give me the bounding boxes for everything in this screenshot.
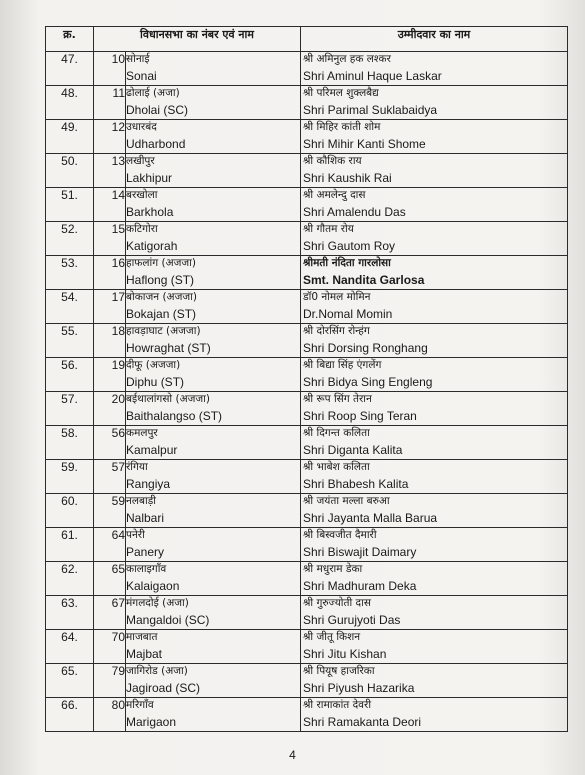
constituency-hindi: नलबाड़ी	[126, 495, 156, 507]
row-ac-number: 80	[94, 698, 126, 732]
table-row	[46, 222, 568, 256]
constituency-hindi: ढोलाई (अजा)	[126, 87, 180, 99]
constituency-hindi: माजबात	[126, 631, 158, 643]
candidate-table	[45, 26, 568, 732]
row-constituency	[126, 460, 301, 494]
row-ac-number: 20	[94, 392, 126, 426]
row-candidate	[301, 596, 568, 630]
table-row	[46, 562, 568, 596]
candidate-english: Shri Bhabesh Kalita	[303, 477, 409, 491]
row-constituency	[126, 664, 301, 698]
row-sno: 54.	[46, 290, 94, 324]
row-sno: 57.	[46, 392, 94, 426]
row-sno: 62.	[46, 562, 94, 596]
row-sno: 65.	[46, 664, 94, 698]
candidate-hindi: श्री भाबेश कलिता	[303, 461, 370, 473]
row-sno: 59.	[46, 460, 94, 494]
constituency-english: Sonai	[126, 69, 157, 83]
constituency-english: Kalaigaon	[126, 579, 180, 593]
candidate-english: Shri Gautom Roy	[303, 239, 396, 253]
row-ac-number: 13	[94, 154, 126, 188]
row-sno: 52.	[46, 222, 94, 256]
candidate-hindi: डॉ0 नोमल मोमिन	[303, 291, 371, 303]
row-sno: 53.	[46, 256, 94, 290]
table-row	[46, 460, 568, 494]
row-ac-number: 64	[94, 528, 126, 562]
candidate-english: Shri Ramakanta Deori	[303, 715, 422, 729]
table-row	[46, 698, 568, 732]
row-constituency	[126, 86, 301, 120]
constituency-english: Rangiya	[126, 477, 171, 491]
row-candidate	[301, 528, 568, 562]
row-sno: 66.	[46, 698, 94, 732]
constituency-english: Baithalangso (ST)	[126, 409, 223, 423]
row-sno: 47.	[46, 52, 94, 86]
constituency-english: Kamalpur	[126, 443, 178, 457]
candidate-hindi: श्री दोरसिंग रोन्हंग	[303, 325, 370, 337]
row-sno: 58.	[46, 426, 94, 460]
row-constituency	[126, 290, 301, 324]
row-ac-number: 59	[94, 494, 126, 528]
table-row	[46, 120, 568, 154]
row-sno: 51.	[46, 188, 94, 222]
candidate-hindi: श्री पियूष हाजरिका	[303, 665, 375, 677]
row-candidate	[301, 154, 568, 188]
constituency-english: Dholai (SC)	[126, 103, 189, 117]
table-row	[46, 324, 568, 358]
table-row	[46, 154, 568, 188]
candidate-english: Shri Parimal Suklabaidya	[303, 103, 438, 117]
candidate-english: Shri Gurujyoti Das	[303, 613, 401, 627]
candidate-hindi: श्री रामाकांत देवरी	[303, 699, 372, 711]
row-sno: 61.	[46, 528, 94, 562]
row-constituency	[126, 392, 301, 426]
row-ac-number: 67	[94, 596, 126, 630]
row-sno: 55.	[46, 324, 94, 358]
row-candidate	[301, 86, 568, 120]
candidate-english: Shri Dorsing Ronghang	[303, 341, 428, 355]
constituency-hindi: हाफलांग (अजजा)	[126, 257, 196, 269]
candidate-hindi: श्री रूप सिंग तेरान	[303, 393, 372, 405]
candidate-english: Shri Amalendu Das	[303, 205, 406, 219]
row-sno: 48.	[46, 86, 94, 120]
header-constituency: विधानसभा का नंबर एवं नाम	[94, 27, 301, 52]
row-constituency	[126, 698, 301, 732]
row-constituency	[126, 52, 301, 86]
candidate-english: Shri Bidya Sing Engleng	[303, 375, 433, 389]
constituency-hindi: कमलपुर	[126, 427, 158, 439]
row-sno: 64.	[46, 630, 94, 664]
row-candidate	[301, 256, 568, 290]
row-candidate	[301, 460, 568, 494]
header-candidate: उम्मीदवार का नाम	[301, 27, 568, 52]
candidate-hindi: श्री कौशिक राय	[303, 155, 362, 167]
row-ac-number: 15	[94, 222, 126, 256]
candidate-hindi: श्री अमिनुल हक लश्कर	[303, 53, 391, 65]
row-candidate	[301, 358, 568, 392]
row-candidate	[301, 426, 568, 460]
table-row	[46, 494, 568, 528]
constituency-english: Marigaon	[126, 715, 177, 729]
table-row	[46, 358, 568, 392]
row-constituency	[126, 426, 301, 460]
table-header-row	[46, 27, 568, 52]
constituency-english: Barkhola	[126, 205, 174, 219]
constituency-hindi: कटिगोरा	[126, 223, 158, 235]
candidate-hindi: श्री जयंता मल्ला बरुआ	[303, 495, 390, 507]
constituency-english: Panery	[126, 545, 165, 559]
candidate-hindi: श्री बिस्वजीत दैमारी	[303, 529, 377, 541]
constituency-hindi: मरिगाँव	[126, 699, 154, 711]
row-ac-number: 56	[94, 426, 126, 460]
row-constituency	[126, 562, 301, 596]
candidate-hindi: श्री जीतू किशन	[303, 631, 361, 643]
row-sno: 60.	[46, 494, 94, 528]
row-ac-number: 14	[94, 188, 126, 222]
constituency-english: Udharbond	[126, 137, 186, 151]
row-candidate	[301, 630, 568, 664]
constituency-english: Diphu (ST)	[126, 375, 185, 389]
row-ac-number: 65	[94, 562, 126, 596]
row-ac-number: 70	[94, 630, 126, 664]
table-row	[46, 52, 568, 86]
candidate-english: Dr.Nomal Momin	[303, 307, 393, 321]
candidate-english: Smt. Nandita Garlosa	[303, 273, 425, 287]
row-constituency	[126, 494, 301, 528]
row-candidate	[301, 290, 568, 324]
constituency-english: Howraghat (ST)	[126, 341, 211, 355]
constituency-hindi: सोनाई	[126, 53, 150, 65]
row-candidate	[301, 698, 568, 732]
constituency-hindi: उधारबंद	[126, 121, 157, 133]
candidate-english: Shri Kaushik Rai	[303, 171, 392, 185]
row-sno: 56.	[46, 358, 94, 392]
row-ac-number: 79	[94, 664, 126, 698]
table-row	[46, 664, 568, 698]
row-constituency	[126, 630, 301, 664]
row-ac-number: 11	[94, 86, 126, 120]
row-constituency	[126, 154, 301, 188]
row-constituency	[126, 120, 301, 154]
constituency-english: Haflong (ST)	[126, 273, 195, 287]
row-candidate	[301, 188, 568, 222]
constituency-english: Jagiroad (SC)	[126, 681, 201, 695]
row-ac-number: 10	[94, 52, 126, 86]
candidate-english: Shri Piyush Hazarika	[303, 681, 415, 695]
constituency-english: Katigorah	[126, 239, 178, 253]
constituency-hindi: हावड़ाघाट (अजजा)	[126, 325, 201, 337]
row-constituency	[126, 596, 301, 630]
candidate-hindi: श्री दिगन्त कलिता	[303, 427, 370, 439]
candidate-english: Shri Jitu Kishan	[303, 647, 387, 661]
candidate-hindi: श्री गुरुज्योती दास	[303, 597, 371, 609]
row-candidate	[301, 562, 568, 596]
constituency-hindi: पनेरी	[126, 529, 145, 541]
constituency-hindi: बरखोला	[126, 189, 158, 201]
row-ac-number: 17	[94, 290, 126, 324]
candidate-hindi: श्री बिद्या सिंह एंगलेंग	[303, 359, 382, 371]
row-constituency	[126, 324, 301, 358]
row-ac-number: 19	[94, 358, 126, 392]
constituency-hindi: मंगलदोई (अजा)	[126, 597, 189, 609]
row-constituency	[126, 222, 301, 256]
constituency-hindi: लखीपुर	[126, 155, 155, 167]
table-row	[46, 392, 568, 426]
constituency-english: Bokajan (ST)	[126, 307, 197, 321]
row-sno: 63.	[46, 596, 94, 630]
row-ac-number: 12	[94, 120, 126, 154]
candidate-hindi: श्री गौतम रोय	[303, 223, 354, 235]
candidate-english: Shri Roop Sing Teran	[303, 409, 417, 423]
candidate-english: Shri Aminul Haque Laskar	[303, 69, 442, 83]
candidate-hindi: श्री परिमल शुक्लबैद्य	[303, 87, 379, 99]
constituency-english: Nalbari	[126, 511, 165, 525]
row-candidate	[301, 222, 568, 256]
candidate-english: Shri Diganta Kalita	[303, 443, 403, 457]
table-row	[46, 188, 568, 222]
constituency-english: Majbat	[126, 647, 163, 661]
constituency-hindi: बईथालांगसो (अजजा)	[126, 393, 211, 405]
candidate-hindi: श्री अमलेन्दु दास	[303, 189, 366, 201]
candidate-hindi: श्री मधुराम डेका	[303, 563, 363, 575]
table-row	[46, 630, 568, 664]
candidate-english: Shri Mihir Kanti Shome	[303, 137, 426, 151]
row-candidate	[301, 664, 568, 698]
table-row	[46, 290, 568, 324]
constituency-hindi: दीफू (अजजा)	[126, 359, 181, 371]
row-constituency	[126, 256, 301, 290]
row-sno: 49.	[46, 120, 94, 154]
header-sno: क्र.	[46, 27, 94, 52]
constituency-hindi: रंगिया	[126, 461, 148, 473]
constituency-english: Lakhipur	[126, 171, 173, 185]
row-constituency	[126, 188, 301, 222]
row-candidate	[301, 120, 568, 154]
row-ac-number: 16	[94, 256, 126, 290]
candidate-hindi: श्रीमती नंदिता गारलोसा	[303, 257, 391, 269]
row-sno: 50.	[46, 154, 94, 188]
page-number: 4	[289, 748, 296, 762]
table-row	[46, 256, 568, 290]
table-row	[46, 86, 568, 120]
candidate-english: Shri Biswajit Daimary	[303, 545, 417, 559]
row-candidate	[301, 324, 568, 358]
table-row	[46, 426, 568, 460]
constituency-english: Mangaldoi (SC)	[126, 613, 210, 627]
row-ac-number: 18	[94, 324, 126, 358]
row-ac-number: 57	[94, 460, 126, 494]
table-row	[46, 596, 568, 630]
row-candidate	[301, 52, 568, 86]
constituency-hindi: बोकाजन (अजजा)	[126, 291, 197, 303]
candidate-hindi: श्री मिहिर कांती शोम	[303, 121, 381, 133]
candidate-english: Shri Jayanta Malla Barua	[303, 511, 438, 525]
constituency-hindi: कालाइगाँव	[126, 563, 167, 575]
row-candidate	[301, 392, 568, 426]
row-constituency	[126, 358, 301, 392]
row-candidate	[301, 494, 568, 528]
candidate-english: Shri Madhuram Deka	[303, 579, 417, 593]
table-row	[46, 528, 568, 562]
row-constituency	[126, 528, 301, 562]
constituency-hindi: जागिरोड (अजा)	[126, 665, 188, 677]
